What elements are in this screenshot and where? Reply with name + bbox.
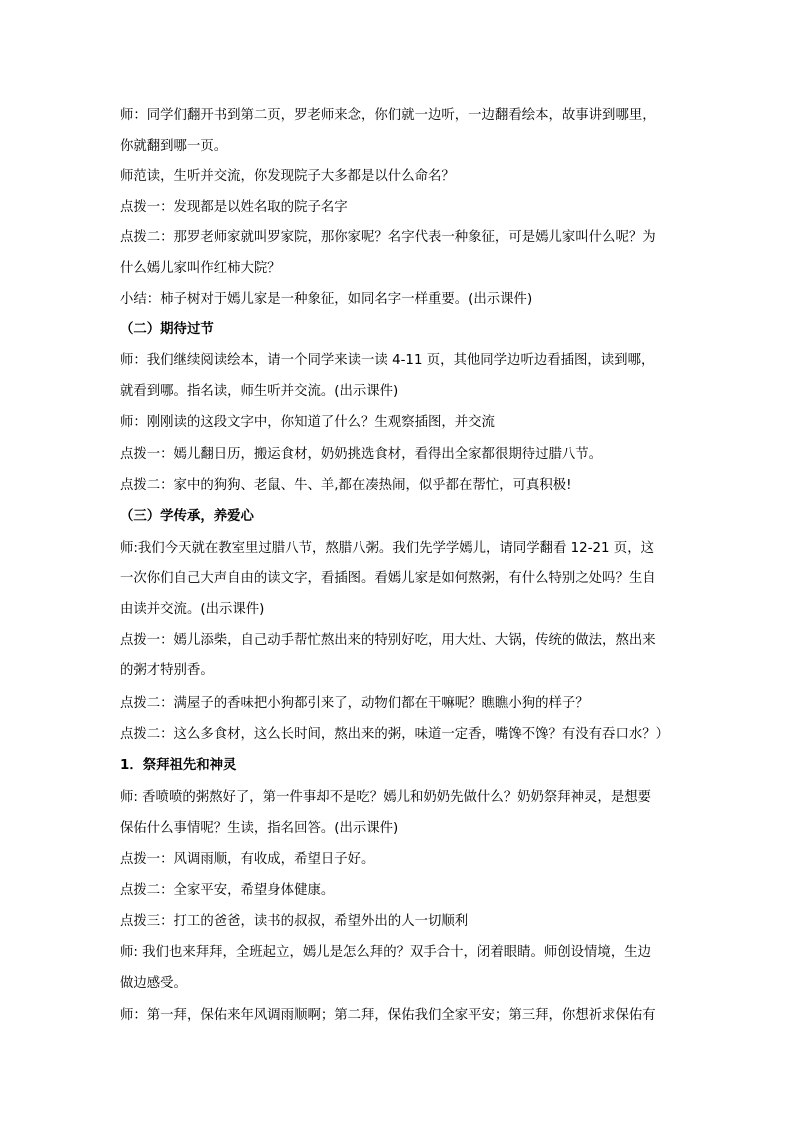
text-line: 点拨二：这么多食材，这么长时间，熬出来的粥，味道一定香，嘴馋不馋？有没有吞口水？） — [120, 727, 670, 742]
text-line: 点拨一：嫣儿翻日历，搬运食材，奶奶挑选食材，看得出全家都很期待过腊八节。 — [120, 447, 603, 462]
text-line: 什么嫣儿家叫作红柿大院？ — [120, 261, 281, 276]
text-line: 点拨二：那罗老师家就叫罗家院，那你家呢？名字代表一种象征，可是嫣儿家叫什么呢？为 — [120, 230, 656, 245]
text-line: 师范读，生听并交流，你发现院子大多都是以什么命名？ — [120, 169, 455, 184]
text-line: 点拨三：打工的爸爸，读书的叔叔，希望外出的人一切顺利 — [120, 914, 469, 929]
text-line: 点拨一：嫣儿添柴，自己动手帮忙熬出来的特别好吃，用大灶、大锅，传统的做法，熬出来 — [120, 633, 656, 648]
text-line: 一次你们自己大声自由的读文字，看插图。看嫣儿家是如何熬粥，有什么特别之处吗？生自 — [120, 571, 656, 586]
text-line: 点拨二：全家平安，希望身体健康。 — [120, 883, 335, 898]
section-heading: （三）学传承，养爱心 — [120, 509, 254, 524]
text-line: 点拨二：家中的狗狗、老鼠、牛、羊,都在凑热闹，似乎都在帮忙，可真积极! — [120, 478, 572, 493]
text-line: 师：同学们翻开书到第二页，罗老师来念，你们就一边听，一边翻看绘本，故事讲到哪里， — [120, 108, 656, 123]
text-line: 师：我们继续阅读绘本，请一个同学来读一读 4-11 页，其他同学边听边看插图，读到哪， — [120, 353, 655, 368]
subsection-heading: 1．祭拜祖先和神灵 — [120, 758, 237, 773]
text-line: 由读并交流。(出示课件) — [120, 602, 265, 617]
section-heading: （二）期待过节 — [120, 322, 214, 337]
text-line: 做边感受。 — [120, 976, 187, 991]
text-line: 师:我们今天就在教室里过腊八节，熬腊八粥。我们先学学嫣儿，请同学翻看 12-21 页，这 — [120, 541, 654, 556]
text-line: 师: 我们也来拜拜，全班起立，嫣儿是怎么拜的？双手合十，闭着眼睛。师创设情境，生边 — [120, 945, 651, 960]
text-line: 你就翻到哪一页。 — [120, 139, 228, 154]
text-line: 就看到哪。指名读，师生听并交流。(出示课件) — [120, 384, 399, 399]
text-line: 点拨一：发现都是以姓名取的院子名字 — [120, 200, 348, 215]
text-line: 小结：柿子树对于嫣儿家是一种象征，如同名字一样重要。(出示课件) — [120, 292, 533, 307]
text-line: 点拨一：风调雨顺，有收成，希望日子好。 — [120, 852, 375, 867]
text-line: 师：第一拜，保佑来年风调雨顺啊；第二拜，保佑我们全家平安；第三拜，你想祈求保佑有 — [120, 1008, 656, 1023]
text-line: 点拨二：满屋子的香味把小狗都引来了，动物们都在干嘛呢？瞧瞧小狗的样子？ — [120, 696, 589, 711]
text-line: 师: 香喷喷的粥熬好了，第一件事却不是吃？嫣儿和奶奶先做什么？奶奶祭拜神灵，是想要 — [120, 790, 651, 805]
text-line: 保佑什么事情呢？生读，指名回答。(出示课件) — [120, 821, 399, 836]
text-line: 师：刚刚读的这段文字中，你知道了什么？生观察插图，并交流 — [120, 415, 495, 430]
text-line: 的粥才特别香。 — [120, 663, 214, 678]
